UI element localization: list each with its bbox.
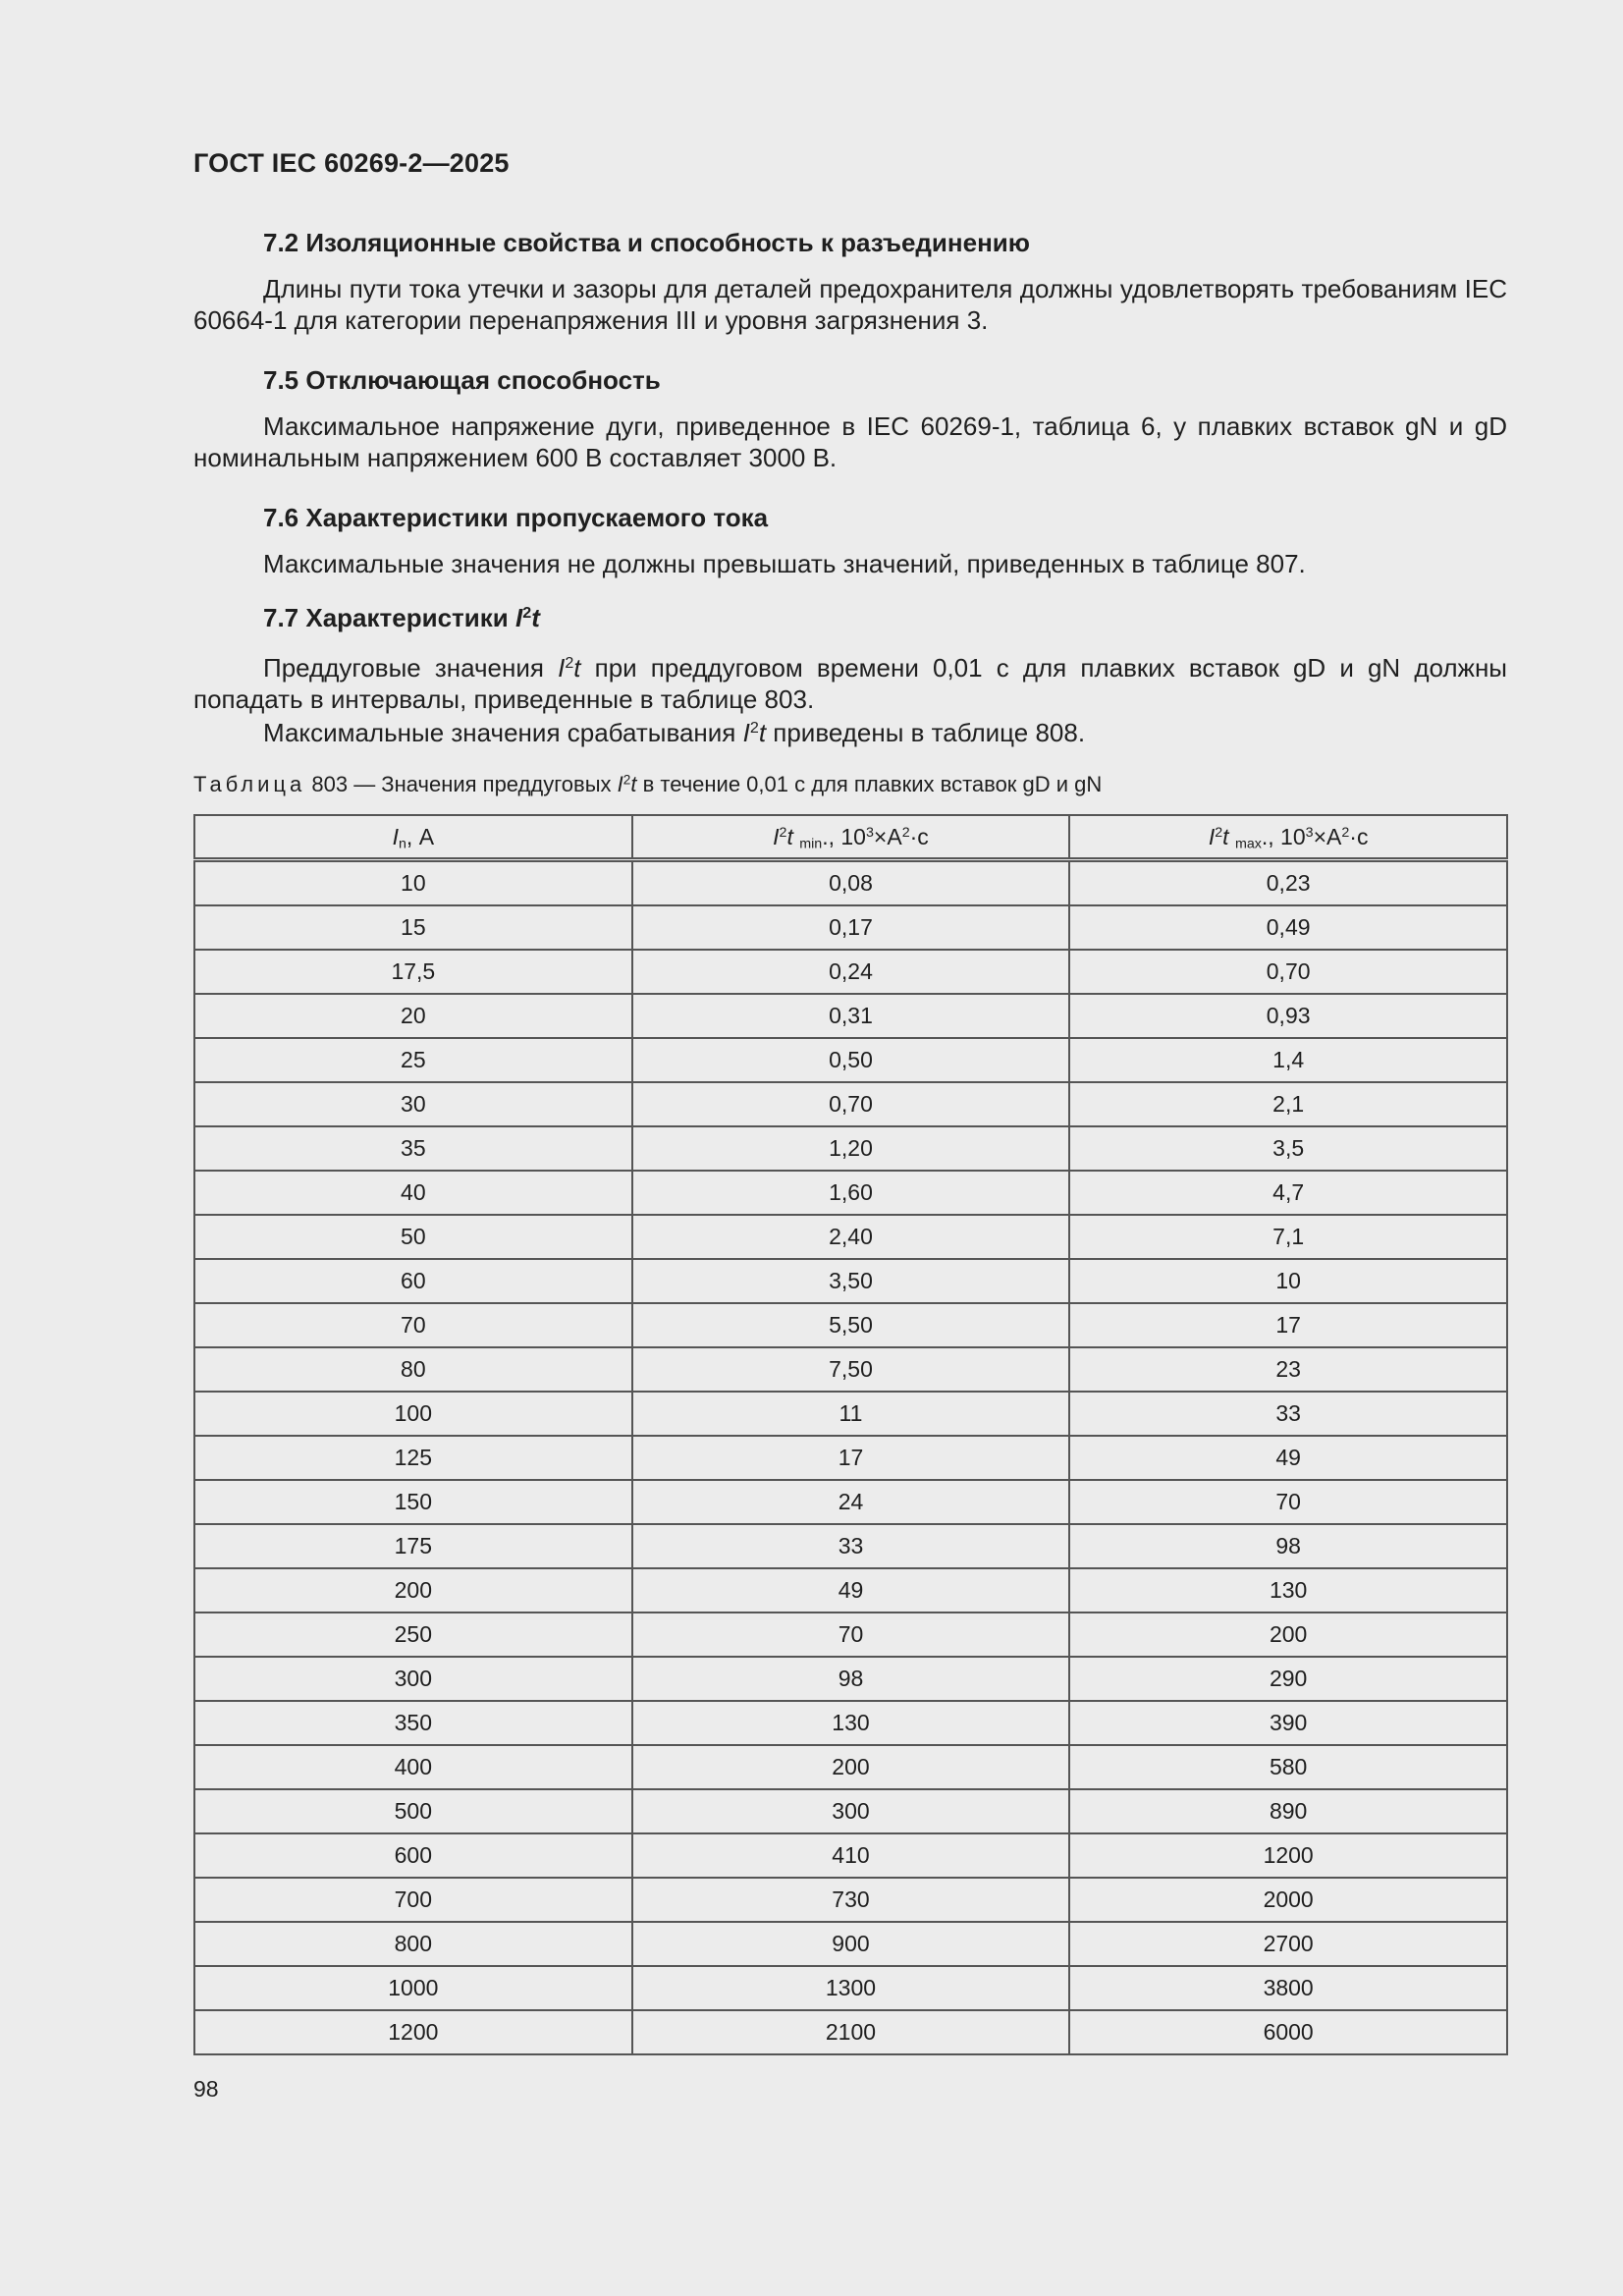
table-row xyxy=(194,1568,1507,1613)
col2-unit-exp2: 2 xyxy=(1341,824,1350,841)
cell-i2t-max: 0,70 xyxy=(1069,950,1507,994)
cell-i2t-max: 70 xyxy=(1069,1480,1507,1524)
section-7-7-text-2 xyxy=(263,718,1085,748)
cell-in: 800 xyxy=(194,1922,632,1966)
cell-in: 700 xyxy=(194,1878,632,1922)
table-row xyxy=(194,905,1507,950)
table-row xyxy=(194,1657,1507,1701)
cell-i2t-min: 5,50 xyxy=(632,1303,1070,1347)
col1-symbol: I xyxy=(773,823,780,849)
i2t-symbol-exp: 2 xyxy=(522,604,532,623)
table-row xyxy=(194,994,1507,1038)
table-row xyxy=(194,1878,1507,1922)
i2t-inline-i: I xyxy=(558,653,566,683)
page-number: 98 xyxy=(193,2076,219,2102)
col2-unit-exp: 3 xyxy=(1305,824,1314,841)
cell-i2t-max: 2,1 xyxy=(1069,1082,1507,1126)
table-body xyxy=(194,860,1507,2055)
cell-in: 350 xyxy=(194,1701,632,1745)
cell-in: 15 xyxy=(194,905,632,950)
table-803 xyxy=(193,814,1508,2055)
col2-unit-mid: ×А xyxy=(1313,823,1342,849)
cell-i2t-min: 2100 xyxy=(632,2010,1070,2054)
cell-i2t-min: 1,20 xyxy=(632,1126,1070,1171)
i2t-inline2-i: I xyxy=(742,718,750,747)
section-7-6-text: Максимальные значения не должны превышать значений, приведенных в таблице 807. xyxy=(263,549,1306,578)
table-row xyxy=(194,1259,1507,1303)
cell-i2t-max: 390 xyxy=(1069,1701,1507,1745)
cell-i2t-max: 49 xyxy=(1069,1436,1507,1480)
cell-i2t-max: 33 xyxy=(1069,1392,1507,1436)
i2t-inline-t: t xyxy=(573,653,581,683)
cell-i2t-max: 2000 xyxy=(1069,1878,1507,1922)
cell-in: 40 xyxy=(194,1171,632,1215)
cell-in: 125 xyxy=(194,1436,632,1480)
col2-sub: max xyxy=(1234,836,1262,852)
col2-symbol2: t xyxy=(1222,823,1229,849)
col2-unit-pre: ., 10 xyxy=(1261,823,1306,849)
section-7-5-text xyxy=(193,410,1507,473)
cell-in: 200 xyxy=(194,1568,632,1613)
cell-in: 30 xyxy=(194,1082,632,1126)
col2-unit-post: ·с xyxy=(1349,823,1369,849)
table-caption-before: 803 — Значения преддуговых xyxy=(305,772,618,796)
table-row xyxy=(194,1480,1507,1524)
cell-i2t-min: 11 xyxy=(632,1392,1070,1436)
cell-i2t-min: 410 xyxy=(632,1833,1070,1878)
cell-in: 175 xyxy=(194,1524,632,1568)
cell-i2t-max: 4,7 xyxy=(1069,1171,1507,1215)
col1-symbol2: t xyxy=(786,823,793,849)
cell-i2t-max: 890 xyxy=(1069,1789,1507,1833)
col0-symbol: I xyxy=(392,823,399,849)
cell-i2t-min: 0,17 xyxy=(632,905,1070,950)
table-row xyxy=(194,1789,1507,1833)
cell-i2t-max: 1200 xyxy=(1069,1833,1507,1878)
section-7-2-title: 7.2 Изоляционные свойства и способность к разъединению xyxy=(263,228,1030,257)
table-row xyxy=(194,950,1507,994)
section-7-2-text-body: Длины пути тока утечки и зазоры для деталей предохранителя должны удовлетворять требованиям IEC 60664-1 для категории перенапряжения III и уровня загрязнения 3. xyxy=(193,274,1507,335)
cell-i2t-max: 290 xyxy=(1069,1657,1507,1701)
col1-unit-mid: ×А xyxy=(873,823,902,849)
cell-i2t-min: 2,40 xyxy=(632,1215,1070,1259)
cell-i2t-min: 730 xyxy=(632,1878,1070,1922)
column-header-i2t-min xyxy=(632,815,1070,860)
caption-i2t-exp: 2 xyxy=(622,772,631,788)
cell-in: 1200 xyxy=(194,2010,632,2054)
cell-i2t-max: 23 xyxy=(1069,1347,1507,1392)
cell-i2t-min: 200 xyxy=(632,1745,1070,1789)
cell-in: 70 xyxy=(194,1303,632,1347)
table-caption-after: в течение 0,01 с для плавких вставок gD и gN xyxy=(636,772,1103,796)
cell-in: 50 xyxy=(194,1215,632,1259)
table-row xyxy=(194,1436,1507,1480)
cell-i2t-max: 98 xyxy=(1069,1524,1507,1568)
table-row xyxy=(194,2010,1507,2054)
table-row xyxy=(194,1171,1507,1215)
table-row xyxy=(194,1126,1507,1171)
cell-i2t-min: 0,50 xyxy=(632,1038,1070,1082)
cell-i2t-max: 6000 xyxy=(1069,2010,1507,2054)
cell-i2t-min: 130 xyxy=(632,1701,1070,1745)
col1-sub: min xyxy=(799,836,823,852)
table-row xyxy=(194,1701,1507,1745)
cell-i2t-min: 1300 xyxy=(632,1966,1070,2010)
cell-i2t-min: 900 xyxy=(632,1922,1070,1966)
col1-sup: 2 xyxy=(779,824,787,841)
section-7-7-text-1 xyxy=(193,652,1507,715)
cell-in: 80 xyxy=(194,1347,632,1392)
col1-unit-pre: ., 10 xyxy=(822,823,866,849)
cell-in: 300 xyxy=(194,1657,632,1701)
cell-i2t-min: 0,24 xyxy=(632,950,1070,994)
table-row xyxy=(194,1347,1507,1392)
cell-i2t-min: 24 xyxy=(632,1480,1070,1524)
i2t-inline2-exp: 2 xyxy=(749,719,759,738)
cell-i2t-max: 7,1 xyxy=(1069,1215,1507,1259)
cell-i2t-max: 2700 xyxy=(1069,1922,1507,1966)
document-header: ГОСТ IEC 60269-2—2025 xyxy=(193,148,510,178)
cell-i2t-min: 300 xyxy=(632,1789,1070,1833)
col1-unit-exp: 3 xyxy=(865,824,874,841)
cell-i2t-max: 3800 xyxy=(1069,1966,1507,2010)
cell-in: 35 xyxy=(194,1126,632,1171)
cell-in: 100 xyxy=(194,1392,632,1436)
cell-in: 250 xyxy=(194,1613,632,1657)
section-7-2-text xyxy=(193,273,1507,336)
col1-unit-post: ·с xyxy=(909,823,929,849)
col2-symbol: I xyxy=(1208,823,1216,849)
cell-in: 10 xyxy=(194,860,632,906)
cell-i2t-min: 0,31 xyxy=(632,994,1070,1038)
cell-i2t-min: 17 xyxy=(632,1436,1070,1480)
cell-i2t-min: 0,70 xyxy=(632,1082,1070,1126)
section-7-7-p2-before: Максимальные значения срабатывания xyxy=(263,718,743,747)
table-caption-label: Таблица xyxy=(193,772,306,796)
section-7-5-text-body: Максимальное напряжение дуги, приведенное в IEC 60269-1, таблица 6, у плавких вставок gN и gD номинальным напряжением 600 В составляет 3000 В. xyxy=(193,411,1507,472)
table-row xyxy=(194,1524,1507,1568)
section-7-7-title xyxy=(263,603,540,633)
table-row xyxy=(194,1082,1507,1126)
section-7-7-title-prefix: 7.7 Характеристики xyxy=(263,603,515,632)
cell-i2t-max: 17 xyxy=(1069,1303,1507,1347)
section-7-7-p1-before: Преддуговые значения xyxy=(263,653,559,683)
section-7-5-title: 7.5 Отключающая способность xyxy=(263,365,661,395)
table-row xyxy=(194,1392,1507,1436)
i2t-inline-exp: 2 xyxy=(565,654,574,673)
caption-i2t-i: I xyxy=(617,772,623,796)
section-7-7-p2-after: приведены в таблице 808. xyxy=(766,718,1086,747)
cell-i2t-max: 0,23 xyxy=(1069,860,1507,906)
cell-in: 500 xyxy=(194,1789,632,1833)
cell-in: 1000 xyxy=(194,1966,632,2010)
table-row xyxy=(194,1833,1507,1878)
column-header-in xyxy=(194,815,632,860)
col0-sub: n xyxy=(398,836,406,852)
table-caption xyxy=(193,772,1102,797)
cell-i2t-max: 3,5 xyxy=(1069,1126,1507,1171)
cell-i2t-max: 1,4 xyxy=(1069,1038,1507,1082)
cell-i2t-max: 580 xyxy=(1069,1745,1507,1789)
cell-in: 25 xyxy=(194,1038,632,1082)
table-row xyxy=(194,1038,1507,1082)
table-row xyxy=(194,1215,1507,1259)
column-header-i2t-max xyxy=(1069,815,1507,860)
col1-unit-exp2: 2 xyxy=(901,824,910,841)
caption-i2t-t: t xyxy=(630,772,637,796)
cell-in: 17,5 xyxy=(194,950,632,994)
cell-i2t-max: 200 xyxy=(1069,1613,1507,1657)
cell-i2t-min: 49 xyxy=(632,1568,1070,1613)
section-7-7-p1-after: при преддуговом времени 0,01 с для плавких вставок gD и gN должны попадать в интервалы, приведенные в таблице 803. xyxy=(193,653,1507,714)
table-row xyxy=(194,1303,1507,1347)
cell-i2t-min: 7,50 xyxy=(632,1347,1070,1392)
section-7-6-title: 7.6 Характеристики пропускаемого тока xyxy=(263,503,769,532)
table-row xyxy=(194,1966,1507,2010)
cell-i2t-min: 3,50 xyxy=(632,1259,1070,1303)
cell-in: 150 xyxy=(194,1480,632,1524)
i2t-symbol-i: I xyxy=(514,603,523,632)
i2t-inline2-t: t xyxy=(758,718,767,747)
table-header-row xyxy=(194,815,1507,860)
i2t-symbol-t: t xyxy=(531,603,540,632)
table-row xyxy=(194,1613,1507,1657)
cell-in: 60 xyxy=(194,1259,632,1303)
col0-unit: , А xyxy=(406,823,435,849)
cell-i2t-min: 33 xyxy=(632,1524,1070,1568)
cell-i2t-max: 10 xyxy=(1069,1259,1507,1303)
cell-in: 20 xyxy=(194,994,632,1038)
col2-sup: 2 xyxy=(1215,824,1223,841)
cell-i2t-max: 0,93 xyxy=(1069,994,1507,1038)
cell-i2t-min: 70 xyxy=(632,1613,1070,1657)
cell-i2t-min: 0,08 xyxy=(632,860,1070,906)
cell-in: 600 xyxy=(194,1833,632,1878)
table-row xyxy=(194,1922,1507,1966)
cell-i2t-max: 130 xyxy=(1069,1568,1507,1613)
cell-in: 400 xyxy=(194,1745,632,1789)
cell-i2t-min: 1,60 xyxy=(632,1171,1070,1215)
table-row xyxy=(194,1745,1507,1789)
table-row xyxy=(194,860,1507,906)
cell-i2t-min: 98 xyxy=(632,1657,1070,1701)
cell-i2t-max: 0,49 xyxy=(1069,905,1507,950)
